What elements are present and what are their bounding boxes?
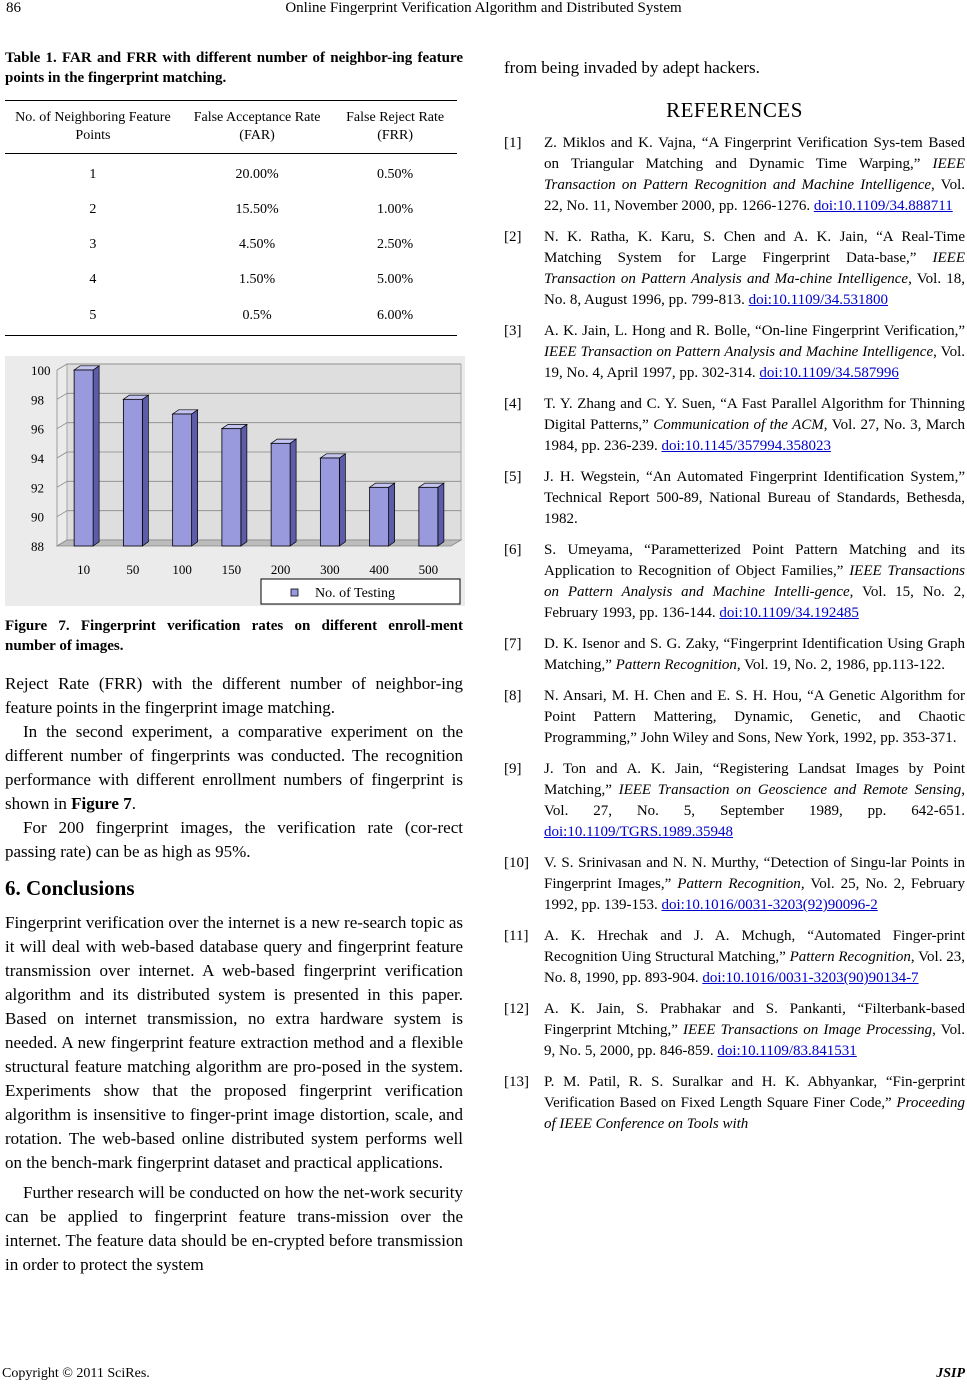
reference-text xyxy=(544,133,965,217)
reference-number: [1] xyxy=(504,135,522,151)
verification-rate-chart xyxy=(5,356,465,606)
reference-authors-title: Z. Miklos and K. Vajna, “A Fingerprint Verification Sys-tem Based on Triangular Matching and Dynamic Time Warping,” xyxy=(544,135,965,172)
reference-journal: IEEE Transactions on Pattern Analysis and Machine Intelli-gence xyxy=(544,563,965,600)
reference-doi-link[interactable]: doi:10.1145/357994.358023 xyxy=(661,438,831,454)
table-row xyxy=(5,192,457,227)
chart-x-tick-label: 400 xyxy=(369,562,389,577)
table-cell: 6.00% xyxy=(333,297,457,336)
reference-text xyxy=(544,394,965,457)
chart-bar xyxy=(222,429,241,546)
reference-number: [10] xyxy=(504,855,529,871)
reference-authors-title: J. H. Wegstein, “An Automated Fingerprint Identification System,” Technical Report 500-89, National Bureau of Standards, Bethesda, 1982. xyxy=(544,469,965,527)
chart-x-tick-label: 150 xyxy=(221,562,242,577)
running-title: Online Fingerprint Verification Algorithm and Distributed System xyxy=(285,0,682,16)
reference-authors-title: A. K. Hrechak and J. A. Mchugh, “Automated Finger-print Recognition Uing Structural Matching,” xyxy=(544,928,965,965)
chart-bar-side xyxy=(142,395,148,546)
table-cell: 15.50% xyxy=(235,201,279,217)
reference-list xyxy=(504,133,965,1135)
table-cell: 4.50% xyxy=(238,236,276,252)
chart-gridline-diag xyxy=(57,364,67,370)
chart-bar xyxy=(320,458,339,546)
paragraph: Fingerprint verification over the internet is a new re-search topic as it will deal with web-based database query and fingerprint feature transmission over internet. A web-based fingerprint verification algorithm and its distributed system is presented in this paper. Based on internet transmission, no extra hardware system is needed. A new fingerprint feature extraction method and a flexible structural feature matching algorithm are pro-posed in the system. Experiments show that the proposed fingerprint verification algorithm is insensitive to finger-print image distortion, scale, and rotation. The web-based online distributed system performs well on the bench-mark fingerprint dataset and practical applications. xyxy=(5,913,463,1172)
page-footer xyxy=(0,1366,967,1386)
reference-journal: Pattern Recognition xyxy=(677,876,801,892)
reference-item xyxy=(504,634,965,676)
chart-y-tick-label: 96 xyxy=(31,421,44,437)
table-cell: 4 xyxy=(89,271,97,287)
right-column xyxy=(504,56,965,1145)
table-header-neighbors: No. of Neighboring Feature Points xyxy=(5,101,181,154)
chart-y-tick-label: 88 xyxy=(31,539,44,554)
reference-doi-link[interactable]: doi:10.1016/0031-3203(90)90134-7 xyxy=(702,970,919,986)
table-row xyxy=(5,262,457,297)
reference-number: [7] xyxy=(504,636,522,652)
reference-authors-title: A. K. Jain, L. Hong and R. Bolle, “On-line Fingerprint Verification,” xyxy=(544,323,965,339)
table-cell: 3 xyxy=(89,236,97,252)
figure-reference: Figure 7 xyxy=(71,794,132,813)
chart-x-tick-label: 200 xyxy=(270,562,291,577)
reference-details: , Vol. 27, No. 5, September 1989, pp. 642-651. xyxy=(544,782,965,819)
chart-bar-side xyxy=(389,483,395,546)
text-span: In the second experiment, a comparative experiment on the different number of fingerprints was conducted. The recognition performance with different enrollment numbers of fingerprint is shown in xyxy=(5,722,463,813)
reference-doi-link[interactable]: doi:10.1109/34.192485 xyxy=(719,605,859,621)
chart-gridline-diag xyxy=(57,393,67,399)
reference-text xyxy=(544,1072,965,1135)
paragraph xyxy=(5,720,463,816)
reference-number: [5] xyxy=(504,469,522,485)
table-cell: 5.00% xyxy=(377,271,414,287)
chart-gridline-diag xyxy=(57,423,67,429)
table-row xyxy=(5,154,457,193)
chart-bar xyxy=(173,414,192,546)
reference-journal: Pattern Recognition xyxy=(615,657,737,673)
reference-item xyxy=(504,394,965,457)
table-cell: 2 xyxy=(89,201,97,217)
chart-legend-label: No. of Testing xyxy=(315,586,396,601)
chart-x-tick-label: 10 xyxy=(77,562,91,577)
reference-journal: Communication of the ACM xyxy=(653,417,824,433)
reference-text xyxy=(544,686,965,749)
reference-authors-title: V. S. Srinivasan and N. N. Murthy, “Detection of Singu-lar Points in Fingerprint Images,” xyxy=(544,855,965,892)
reference-text xyxy=(544,467,965,530)
figure-caption: Figure 7. Fingerprint verification rates on different enroll-ment number of images. xyxy=(5,618,463,654)
reference-journal: IEEE Transaction on Pattern Analysis and Ma-chine Intelligence xyxy=(544,250,965,287)
table-row xyxy=(5,297,457,336)
reference-item xyxy=(504,227,965,311)
reference-details: , Vol. 15, No. 2, February 1993, pp. 136-144. xyxy=(544,584,965,621)
copyright: Copyright © 2011 SciRes. xyxy=(2,1366,150,1381)
table-header-row xyxy=(5,101,457,154)
chart-floor xyxy=(57,540,461,546)
chart-legend-swatch xyxy=(291,589,298,596)
reference-item xyxy=(504,999,965,1062)
reference-text xyxy=(544,926,965,989)
paragraph: For 200 fingerprint images, the verification rate (cor-rect passing rate) can be as high as 95%. xyxy=(5,818,463,861)
reference-item xyxy=(504,540,965,624)
reference-number: [3] xyxy=(504,323,522,339)
chart-x-tick-label: 50 xyxy=(126,562,140,577)
reference-text xyxy=(544,853,965,916)
reference-details: , Vol. 22, No. 11, November 2000, pp. 1266-1276. xyxy=(544,177,965,214)
reference-journal: Pattern Recognition xyxy=(789,949,911,965)
reference-doi-link[interactable]: doi:10.1109/34.888711 xyxy=(813,198,953,214)
table-cell: 20.00% xyxy=(235,166,279,182)
reference-item xyxy=(504,467,965,530)
reference-details: , Vol. 18, No. 8, August 1996, pp. 799-813. xyxy=(544,271,965,308)
reference-details: , Vol. 9, No. 5, 2000, pp. 846-859. xyxy=(544,1022,965,1059)
page-number: 86 xyxy=(6,0,21,16)
table-cell: 1.50% xyxy=(238,271,276,287)
reference-number: [8] xyxy=(504,688,522,704)
reference-journal: IEEE Transaction on Geoscience and Remote Sensing xyxy=(618,782,962,798)
table-cell: 2.50% xyxy=(377,236,414,252)
reference-number: [4] xyxy=(504,396,522,412)
reference-text xyxy=(544,540,965,624)
reference-journal: IEEE Transaction on Pattern Analysis and Machine Intelligence xyxy=(544,344,934,360)
chart-bar xyxy=(419,487,438,546)
reference-number: [11] xyxy=(504,928,529,944)
reference-authors-title: P. M. Patil, R. S. Suralkar and H. K. Abhyankar, “Fin-gerprint Verification Based on Fixed Length Square Finer Code,” xyxy=(544,1074,965,1111)
table-row xyxy=(5,227,457,262)
reference-text xyxy=(544,321,965,384)
reference-doi-link[interactable]: doi:10.1016/0031-3203(92)90096-2 xyxy=(661,897,878,913)
paragraph: Further research will be conducted on how the net-work security can be applied to fingerprint feature trans-mission over the internet. The feature data should be en-crypted before transmission in order to protect the system xyxy=(5,1183,463,1274)
chart-bar-side xyxy=(192,410,198,546)
reference-details: , Vol. 23, No. 8, 1990, pp. 893-904. xyxy=(544,949,966,986)
table-cell: 1.00% xyxy=(377,201,414,217)
paragraph: Reject Rate (FRR) with the different number of neighbor-ing feature points in the fingerprint image matching. xyxy=(5,674,463,717)
reference-authors-title: A. K. Jain, S. Prabhakar and S. Pankanti, “Filterbank-based Fingerprint Mtching,” xyxy=(544,1001,965,1038)
chart-gridline-diag xyxy=(57,452,67,458)
reference-authors-title: S. Umeyama, “Parametterized Point Pattern Matching and its Application to Recognition of Object Families,” xyxy=(544,542,965,579)
section-heading: 6. Conclusions xyxy=(5,876,135,900)
chart-bar-side xyxy=(241,424,247,546)
reference-doi-link[interactable]: doi:10.1109/83.841531 xyxy=(717,1043,857,1059)
table-cell: 0.5% xyxy=(181,297,333,336)
reference-text xyxy=(544,759,965,843)
reference-doi-link[interactable]: doi:10.1109/34.587996 xyxy=(759,365,899,381)
chart-bar-side xyxy=(438,483,444,546)
reference-item xyxy=(504,321,965,384)
reference-item xyxy=(504,1072,965,1135)
reference-text xyxy=(544,227,965,311)
table-header-frr: False Reject Rate (FRR) xyxy=(333,101,457,154)
reference-authors-title: J. Ton and A. K. Jain, “Registering Landsat Images by Point Matching,” xyxy=(544,761,965,798)
references-heading: REFERENCES xyxy=(666,98,803,122)
left-column xyxy=(5,48,463,1277)
chart-bar-side xyxy=(290,439,296,546)
reference-number: [13] xyxy=(504,1074,529,1090)
chart-gridline-diag xyxy=(57,511,67,517)
reference-authors-title: N. K. Ratha, K. Karu, S. Chen and A. K. Jain, “A Real-Time Matching System for Large Fingerprint Data-base,” xyxy=(544,229,965,266)
chart-x-tick-label: 100 xyxy=(172,562,192,577)
reference-text xyxy=(544,634,965,676)
reference-doi-link[interactable]: doi:10.1109/34.531800 xyxy=(748,292,889,308)
reference-details: , Vol. 19, No. 4, April 1997, pp. 302-314. xyxy=(544,344,965,381)
chart-bar xyxy=(271,443,290,546)
reference-number: [6] xyxy=(504,542,522,558)
far-frr-table xyxy=(5,100,457,336)
chart-bar-side xyxy=(93,366,99,546)
chart-bar xyxy=(74,370,93,546)
reference-details: , Vol. 19, No. 2, 1986, pp.113-122. xyxy=(736,657,945,673)
reference-number: [9] xyxy=(504,761,522,777)
chart-bar xyxy=(123,399,142,546)
text-span: . xyxy=(131,794,136,813)
reference-doi-link[interactable]: doi:10.1109/TGRS.1989.35948 xyxy=(544,824,734,840)
chart-y-tick-label: 100 xyxy=(31,363,51,378)
reference-item xyxy=(504,686,965,749)
reference-journal: Proceeding of IEEE Conference on Tools with xyxy=(544,1095,965,1132)
page-header xyxy=(0,0,967,24)
chart-x-tick-label: 500 xyxy=(418,562,439,577)
chart-bar-side xyxy=(339,454,345,546)
table-cell: 0.50% xyxy=(377,166,414,182)
reference-number: [2] xyxy=(504,229,522,245)
reference-authors-title: T. Y. Zhang and C. Y. Suen, “A Fast Parallel Algorithm for Thinning Digital Patterns,” xyxy=(544,396,965,433)
chart-x-tick-label: 300 xyxy=(320,562,340,577)
chart-gridline-diag xyxy=(57,481,67,487)
table-caption: Table 1. FAR and FRR with different number of neighbor-ing feature points in the fingerprint matching. xyxy=(5,50,463,86)
table-cell: 1 xyxy=(89,166,97,182)
reference-details: , Vol. 25, No. 2, February 1992, pp. 139-153. xyxy=(544,876,966,913)
reference-journal: IEEE Transactions on Image Processing xyxy=(682,1022,933,1038)
left-body-text xyxy=(5,672,463,1277)
reference-journal: IEEE Transaction on Pattern Recognition and Machine Intelligence xyxy=(544,156,965,193)
chart-y-tick-label: 94 xyxy=(31,451,44,466)
chart-y-tick-label: 90 xyxy=(31,509,44,525)
reference-details: , Vol. 27, No. 3, March 1984, pp. 236-239. xyxy=(544,417,965,454)
reference-authors-title: N. Ansari, M. H. Chen and E. S. H. Hou, “A Genetic Algorithm for Point Pattern Mattering, Dynamic, Genetic, and Chaotic Programming,” John Wiley and Sons, New York, 1992, pp. 353-371. xyxy=(544,688,965,746)
reference-authors-title: D. K. Isenor and S. G. Zaky, “Fingerprint Identification Using Graph Matching,” xyxy=(544,636,965,673)
reference-item xyxy=(504,759,965,843)
paragraph: from being invaded by adept hackers. xyxy=(504,58,760,77)
journal-abbreviation: JSIP xyxy=(936,1366,965,1381)
reference-item xyxy=(504,853,965,916)
chart-y-tick-label: 98 xyxy=(31,392,44,408)
chart-y-tick-label: 92 xyxy=(31,480,44,496)
reference-item xyxy=(504,133,965,217)
reference-text xyxy=(544,999,965,1062)
reference-number: [12] xyxy=(504,1001,529,1017)
table-header-far: False Acceptance Rate (FAR) xyxy=(181,101,333,154)
reference-item xyxy=(504,926,965,989)
table-cell: 5 xyxy=(5,297,181,336)
chart-bar xyxy=(370,487,389,546)
chart-svg xyxy=(5,356,465,606)
